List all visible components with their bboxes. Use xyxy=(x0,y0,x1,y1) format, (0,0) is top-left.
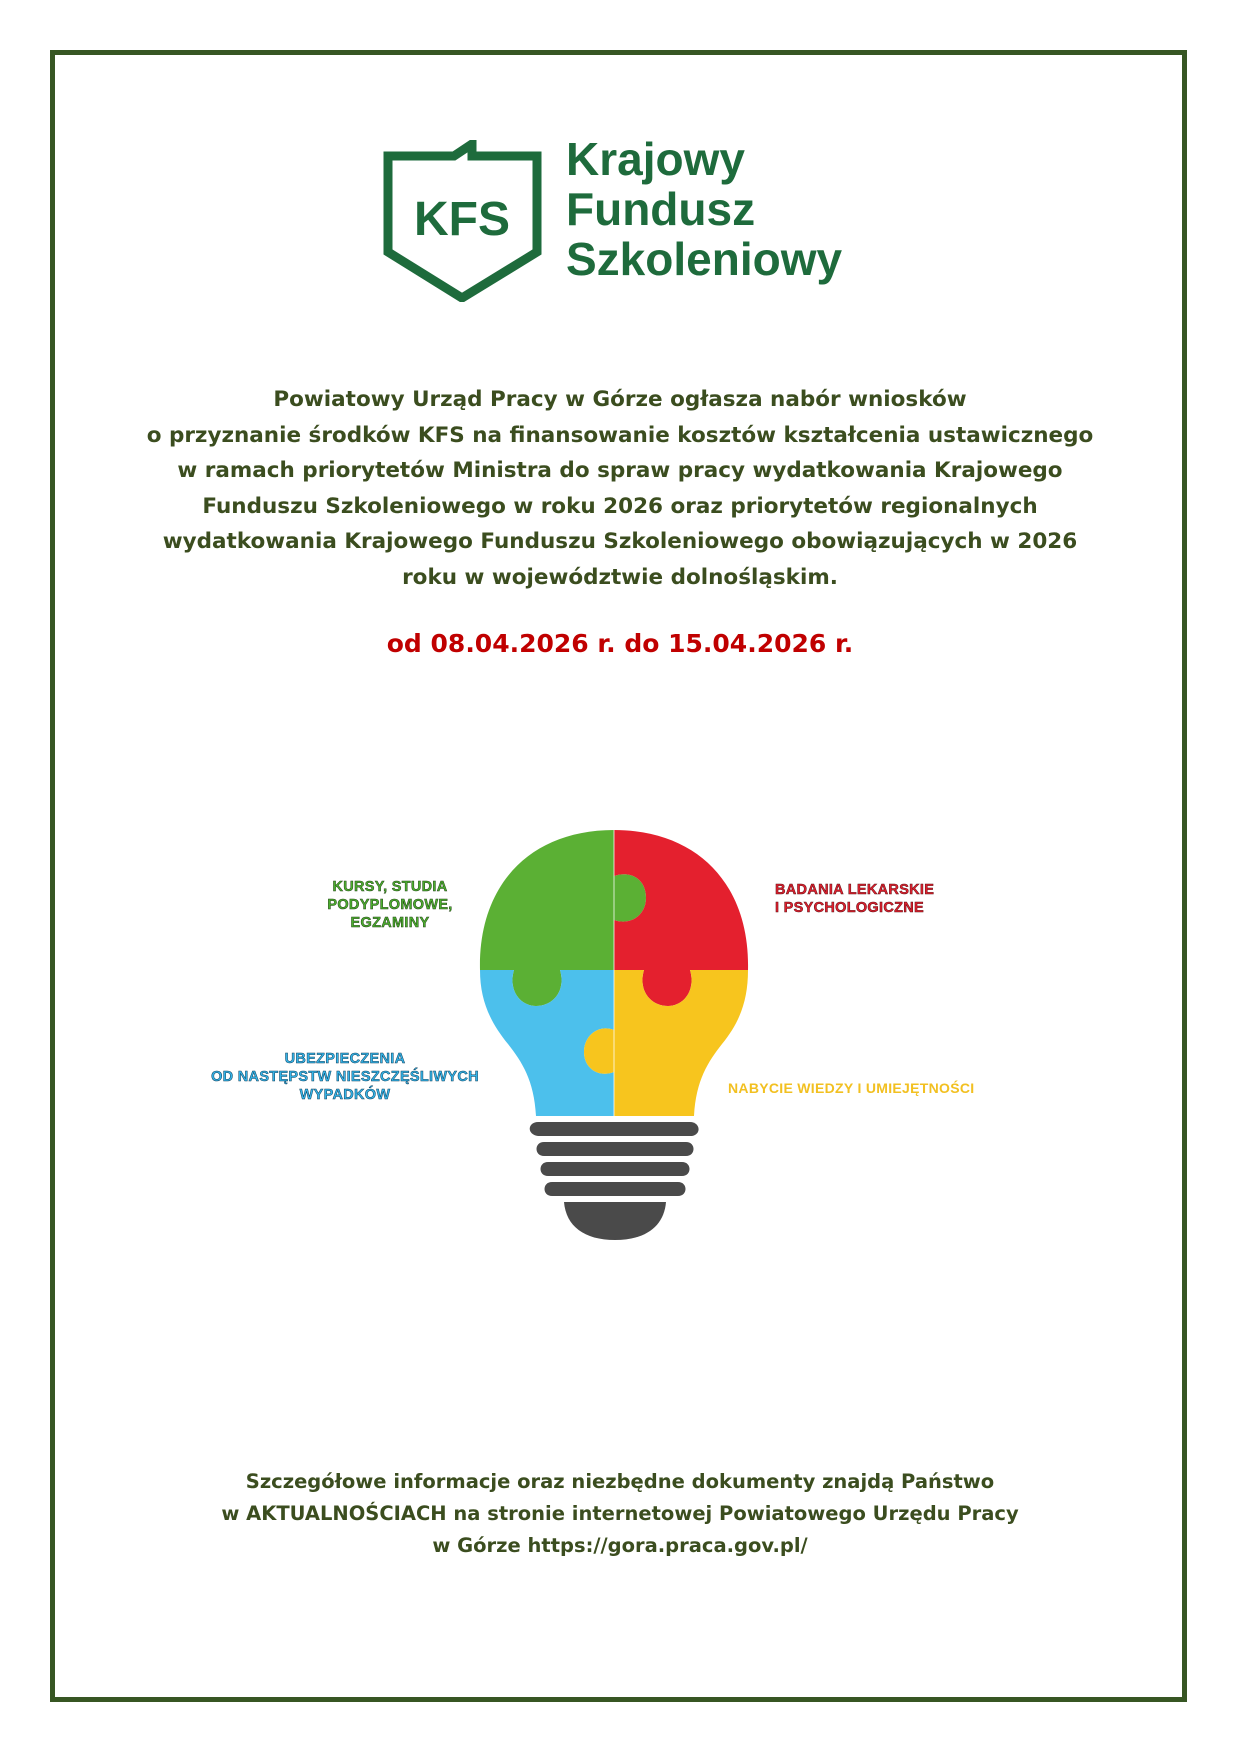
application-dates: od 08.04.2026 r. do 15.04.2026 r. xyxy=(386,629,854,658)
announcement-line: o przyznanie środków KFS na finansowanie kosztów kształcenia ustawicznego xyxy=(146,422,1094,448)
kfs-logo-name xyxy=(566,134,842,284)
label-line: EGZAMINY xyxy=(350,915,430,931)
announcement-line: w ramach priorytetów Ministra do spraw pracy wydatkowania Krajowego xyxy=(177,458,1063,483)
footer-info xyxy=(90,1466,1150,1562)
label-line: PODYPLOMOWE, xyxy=(327,897,453,913)
label-line: BADANIA LEKARSKIE xyxy=(775,882,935,898)
label-line: WYPADKÓW xyxy=(299,1087,391,1103)
kfs-shield-icon xyxy=(380,140,545,302)
announcement-text xyxy=(90,382,1150,595)
bulb-base xyxy=(530,1122,699,1240)
logo-name-line: Szkoleniowy xyxy=(566,233,843,285)
label-line: NABYCIE WIEDZY I UMIEJĘTNOŚCI xyxy=(728,1080,975,1096)
announcement-line: wydatkowania Krajowego Funduszu Szkoleniowego obowiązujących w 2026 xyxy=(162,529,1078,554)
announcement-line: roku w województwie dolnośląskim. xyxy=(402,564,838,590)
label-line: KURSY, STUDIA xyxy=(332,879,448,895)
footer-line: w Górze https://gora.praca.gov.pl/ xyxy=(432,1534,808,1557)
label-line: OD NASTĘPSTW NIESZCZĘŚLIWYCH xyxy=(211,1069,479,1085)
logo-name-line: Krajowy xyxy=(566,133,745,185)
announcement-line: Powiatowy Urząd Pracy w Górze ogłasza nabór wniosków xyxy=(273,387,967,412)
label-medical-exams xyxy=(775,881,995,917)
footer-line: w AKTUALNOŚCIACH na stronie internetowej Powiatowego Urzędu Pracy xyxy=(221,1502,1019,1525)
label-insurance xyxy=(180,1050,510,1104)
label-courses xyxy=(290,878,490,932)
label-line: I PSYCHOLOGICZNE xyxy=(775,900,925,916)
kfs-logo xyxy=(380,130,880,300)
logo-name-line: Fundusz xyxy=(566,183,756,235)
announcement-line: Funduszu Szkoleniowego w roku 2026 oraz priorytetów regionalnych xyxy=(202,493,1038,519)
footer-line: Szczegółowe informacje oraz niezbędne dokumenty znajdą Państwo xyxy=(245,1470,995,1493)
label-knowledge-skills xyxy=(728,1079,1008,1097)
kfs-badge-text: KFS xyxy=(414,193,510,246)
label-line: UBEZPIECZENIA xyxy=(284,1051,406,1067)
